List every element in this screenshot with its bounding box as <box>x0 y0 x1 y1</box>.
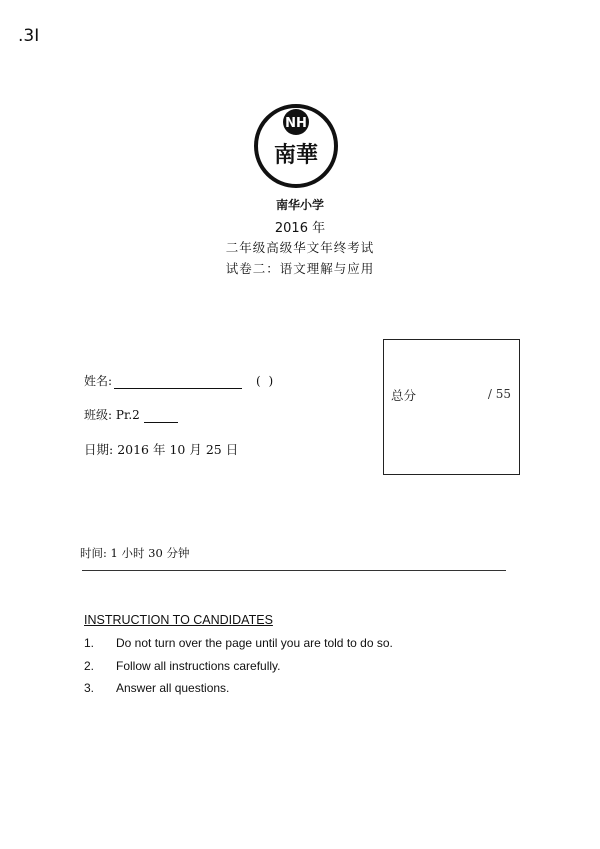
class-blank[interactable] <box>144 410 178 423</box>
class-label: 班级: <box>84 408 113 422</box>
paper-title: 试卷二：语文理解与应用 <box>225 261 375 276</box>
date-label: 日期: <box>84 442 114 457</box>
date-value: 2016 年 10 月 25 日 <box>117 442 239 457</box>
instruction-item <box>84 636 393 659</box>
instruction-text: Follow all instructions carefully. <box>116 658 281 673</box>
exam-year: 2016 年 <box>274 221 326 236</box>
time-label: 时间: <box>80 546 107 560</box>
instructions-title: INSTRUCTION TO CANDIDATES <box>84 613 273 627</box>
school-name: 南华小学 <box>275 198 324 212</box>
score-label: 总分 <box>391 388 417 403</box>
instruction-number: 3. <box>84 681 95 695</box>
name-blank[interactable] <box>114 376 242 389</box>
class-field <box>84 406 178 423</box>
logo-monogram: NH <box>285 116 307 131</box>
instruction-number: 1. <box>84 636 95 650</box>
exam-duration <box>80 545 189 561</box>
class-value: Pr.2 <box>115 408 140 422</box>
instructions-list <box>84 636 393 704</box>
exam-title: 二年级高级华文年终考试 <box>225 240 375 255</box>
instruction-text: Do not turn over the page until you are told to do so. <box>116 636 393 650</box>
index-number-parens: ( ) <box>256 374 276 388</box>
score-box <box>383 339 520 475</box>
logo-name: 南華 <box>273 143 319 168</box>
instruction-item <box>84 659 393 682</box>
date-field <box>84 440 238 458</box>
instruction-number: 2. <box>84 658 95 673</box>
page-corner-mark: .3I <box>18 26 40 46</box>
name-label: 姓名: <box>84 374 113 388</box>
divider-line <box>82 570 506 571</box>
score-total: / 55 <box>487 387 511 401</box>
time-value: 1 小时 30 分钟 <box>110 546 190 560</box>
name-field <box>84 372 275 389</box>
instruction-item <box>84 681 393 704</box>
instruction-text: Answer all questions. <box>116 681 230 695</box>
school-logo <box>252 102 340 190</box>
